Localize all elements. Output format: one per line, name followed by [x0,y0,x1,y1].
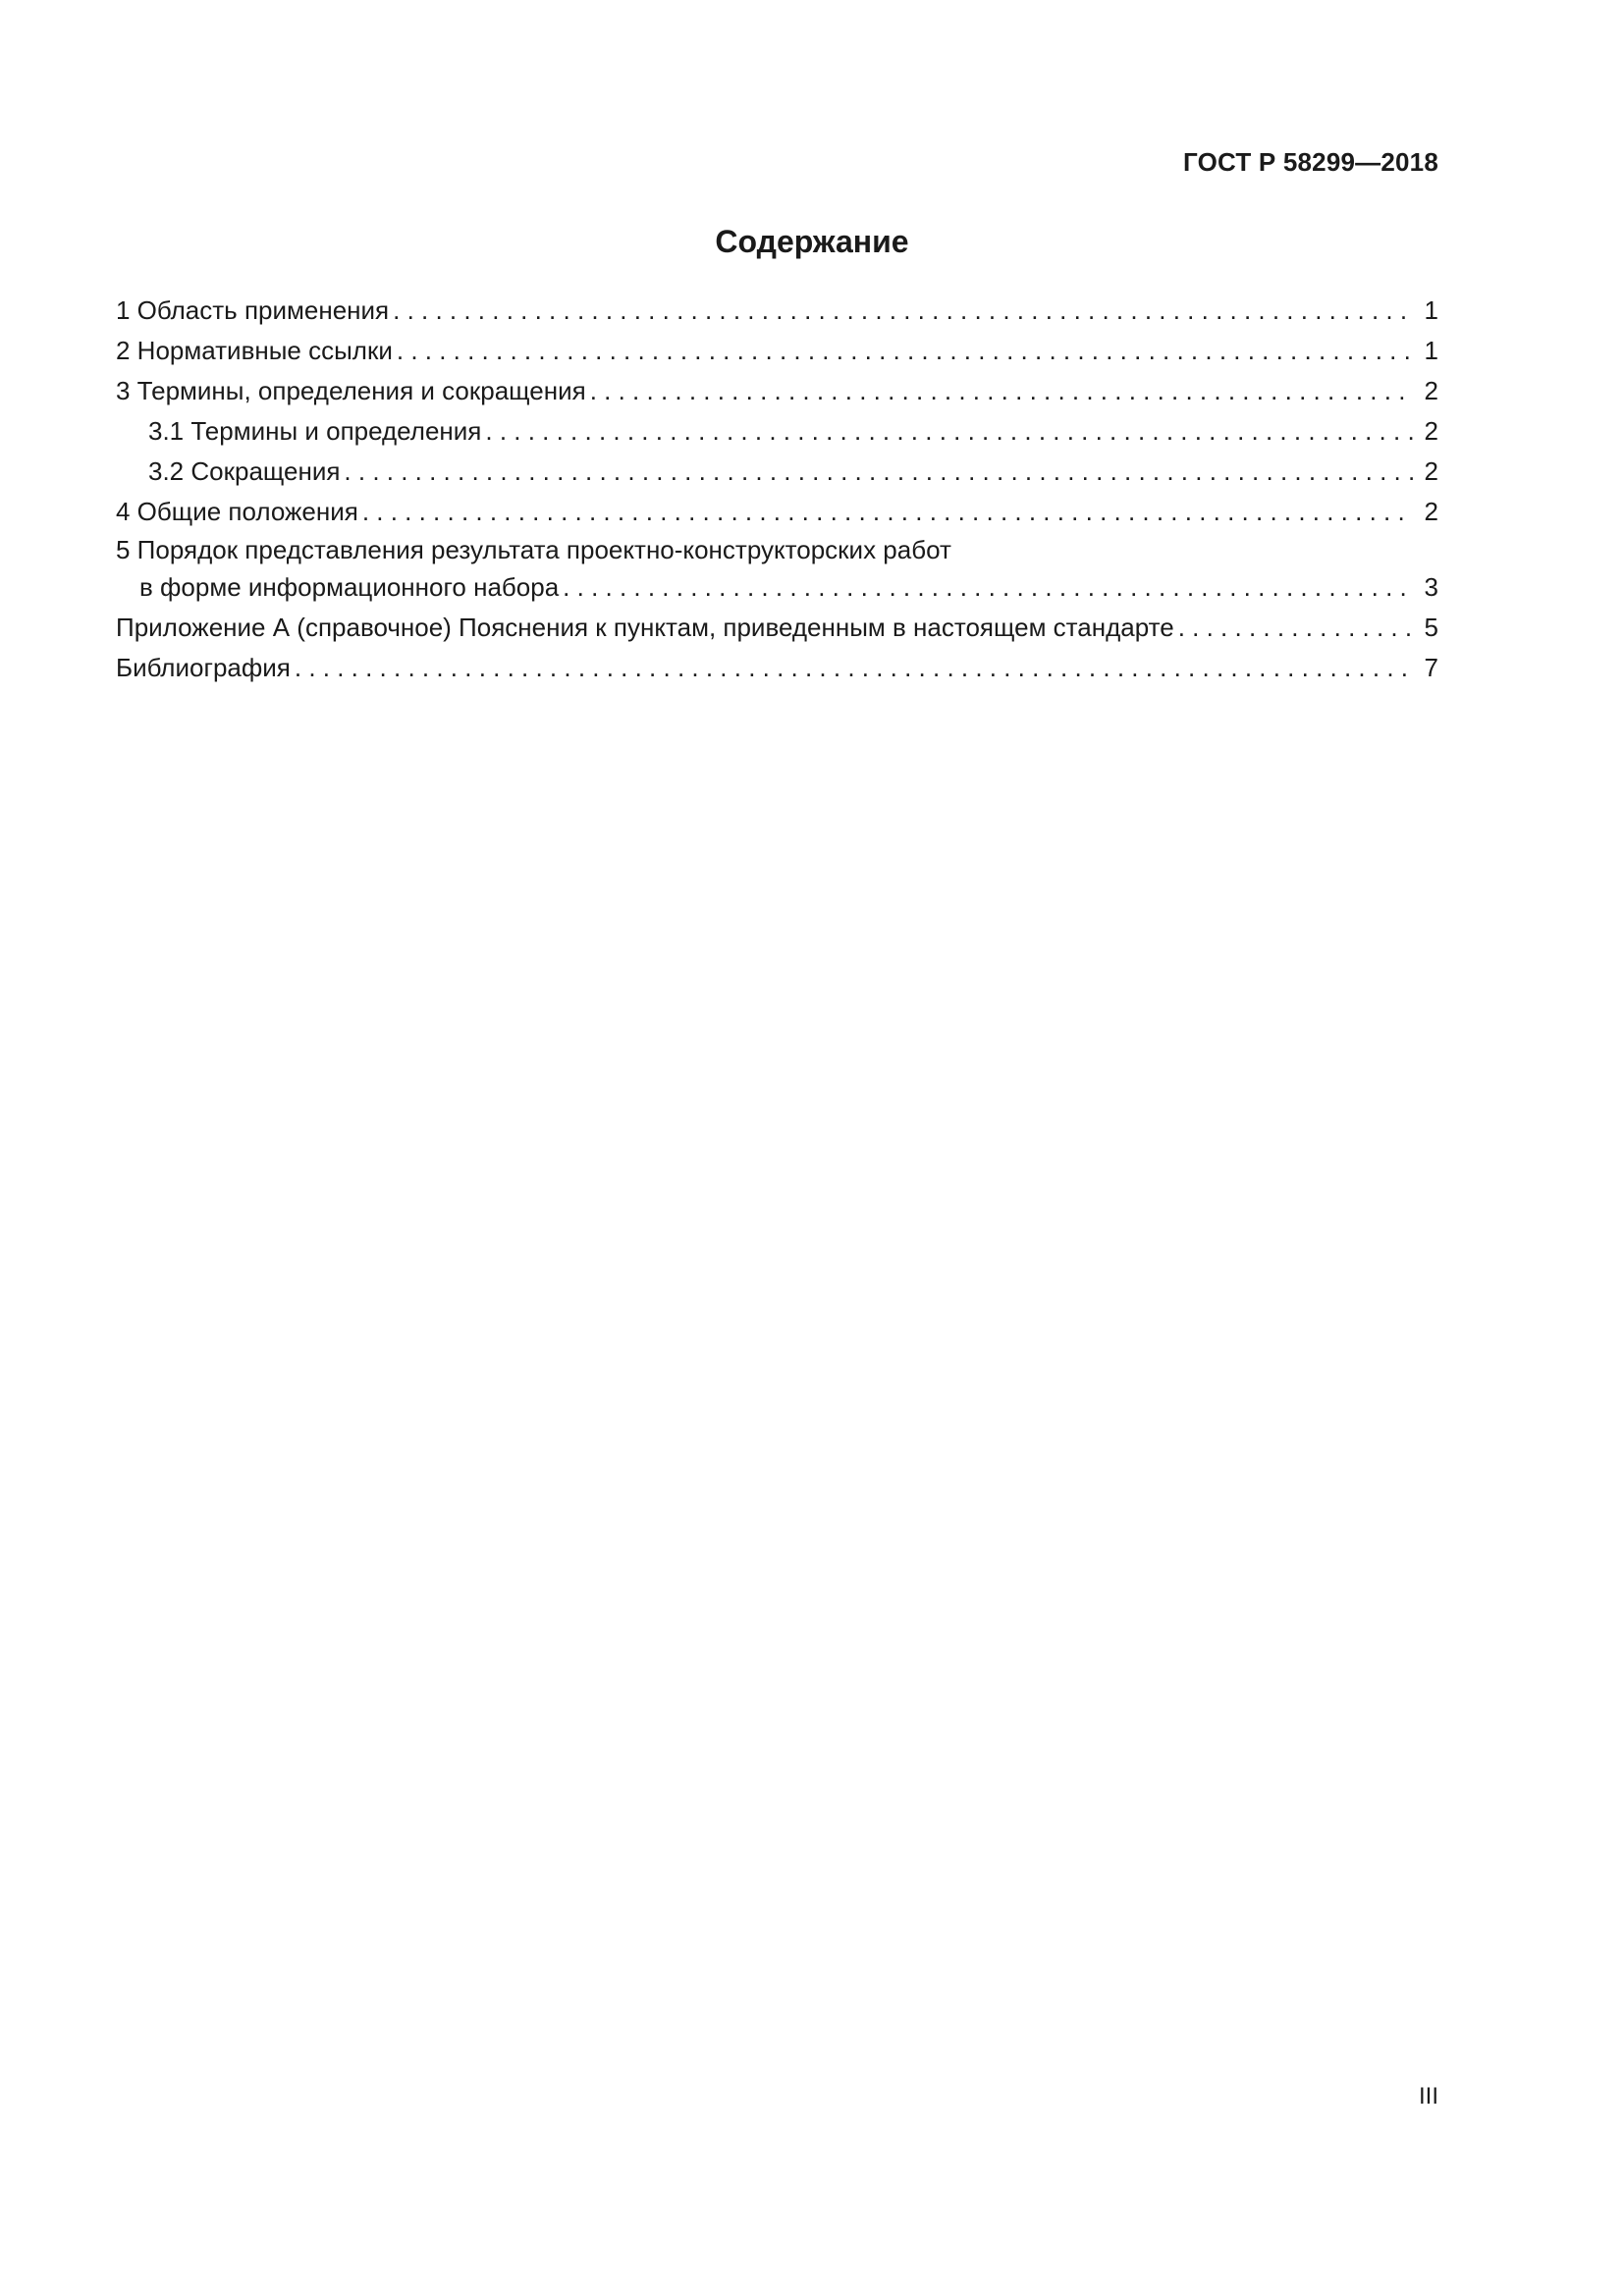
toc-entry-abbreviations[interactable] [116,452,1438,492]
toc-entry-label: 3.2 Сокращения [148,456,341,486]
leader-dots [295,648,1413,688]
toc-entry-page: 2 [1424,456,1438,486]
toc-entry-page: 1 [1424,295,1438,325]
toc-entry-general-provisions[interactable] [116,492,1438,532]
leader-dots [563,567,1413,608]
toc-entry-continuation [116,567,1438,608]
toc-entry-label: Приложение А (справочное) Пояснения к пунктам, приведенным в настоящем стандарте [116,613,1174,642]
toc-entry-label: 2 Нормативные ссылки [116,336,393,365]
toc-entry-page: 2 [1424,416,1438,446]
toc-entry-bibliography[interactable] [116,648,1438,688]
leader-dots [362,492,1413,532]
leader-dots [397,331,1413,371]
toc-entry-label: 3.1 Термины и определения [148,416,482,446]
toc-entry-label-line2: в форме информационного набора [139,572,560,602]
toc-entry-label: 1 Область применения [116,295,390,325]
toc-title: Содержание [715,224,909,259]
toc-entry-label-line1: 5 Порядок представления результата проектно-конструкторских работ [116,535,951,564]
toc-entry-page: 5 [1424,613,1438,642]
toc-entry-normative-references[interactable] [116,331,1438,371]
toc-entry-label: 3 Термины, определения и сокращения [116,376,586,405]
toc-entry-presentation-procedure[interactable] [116,532,1438,608]
toc-entry-appendix-a[interactable] [116,608,1438,648]
toc-entry-page: 1 [1424,336,1438,365]
toc-entry-terms-definitions[interactable] [116,411,1438,452]
toc-entry-page: 7 [1424,653,1438,682]
leader-dots [344,452,1413,492]
toc-entry-scope[interactable] [116,291,1438,331]
toc-entry-page: 2 [1424,497,1438,526]
toc-entry-terms-definitions-abbreviations[interactable] [116,371,1438,411]
toc-entry-page: 3 [1424,572,1438,602]
leader-dots [393,291,1413,331]
page-number: III [1418,2083,1438,2109]
toc-entry-page: 2 [1424,376,1438,405]
document-id: ГОСТ Р 58299—2018 [1183,147,1438,177]
leader-dots [485,411,1413,452]
toc-entry-label: Библиография [116,653,291,682]
toc-entry-label: 4 Общие положения [116,497,358,526]
leader-dots [590,371,1413,411]
leader-dots [1178,608,1413,648]
table-of-contents [116,291,1438,688]
